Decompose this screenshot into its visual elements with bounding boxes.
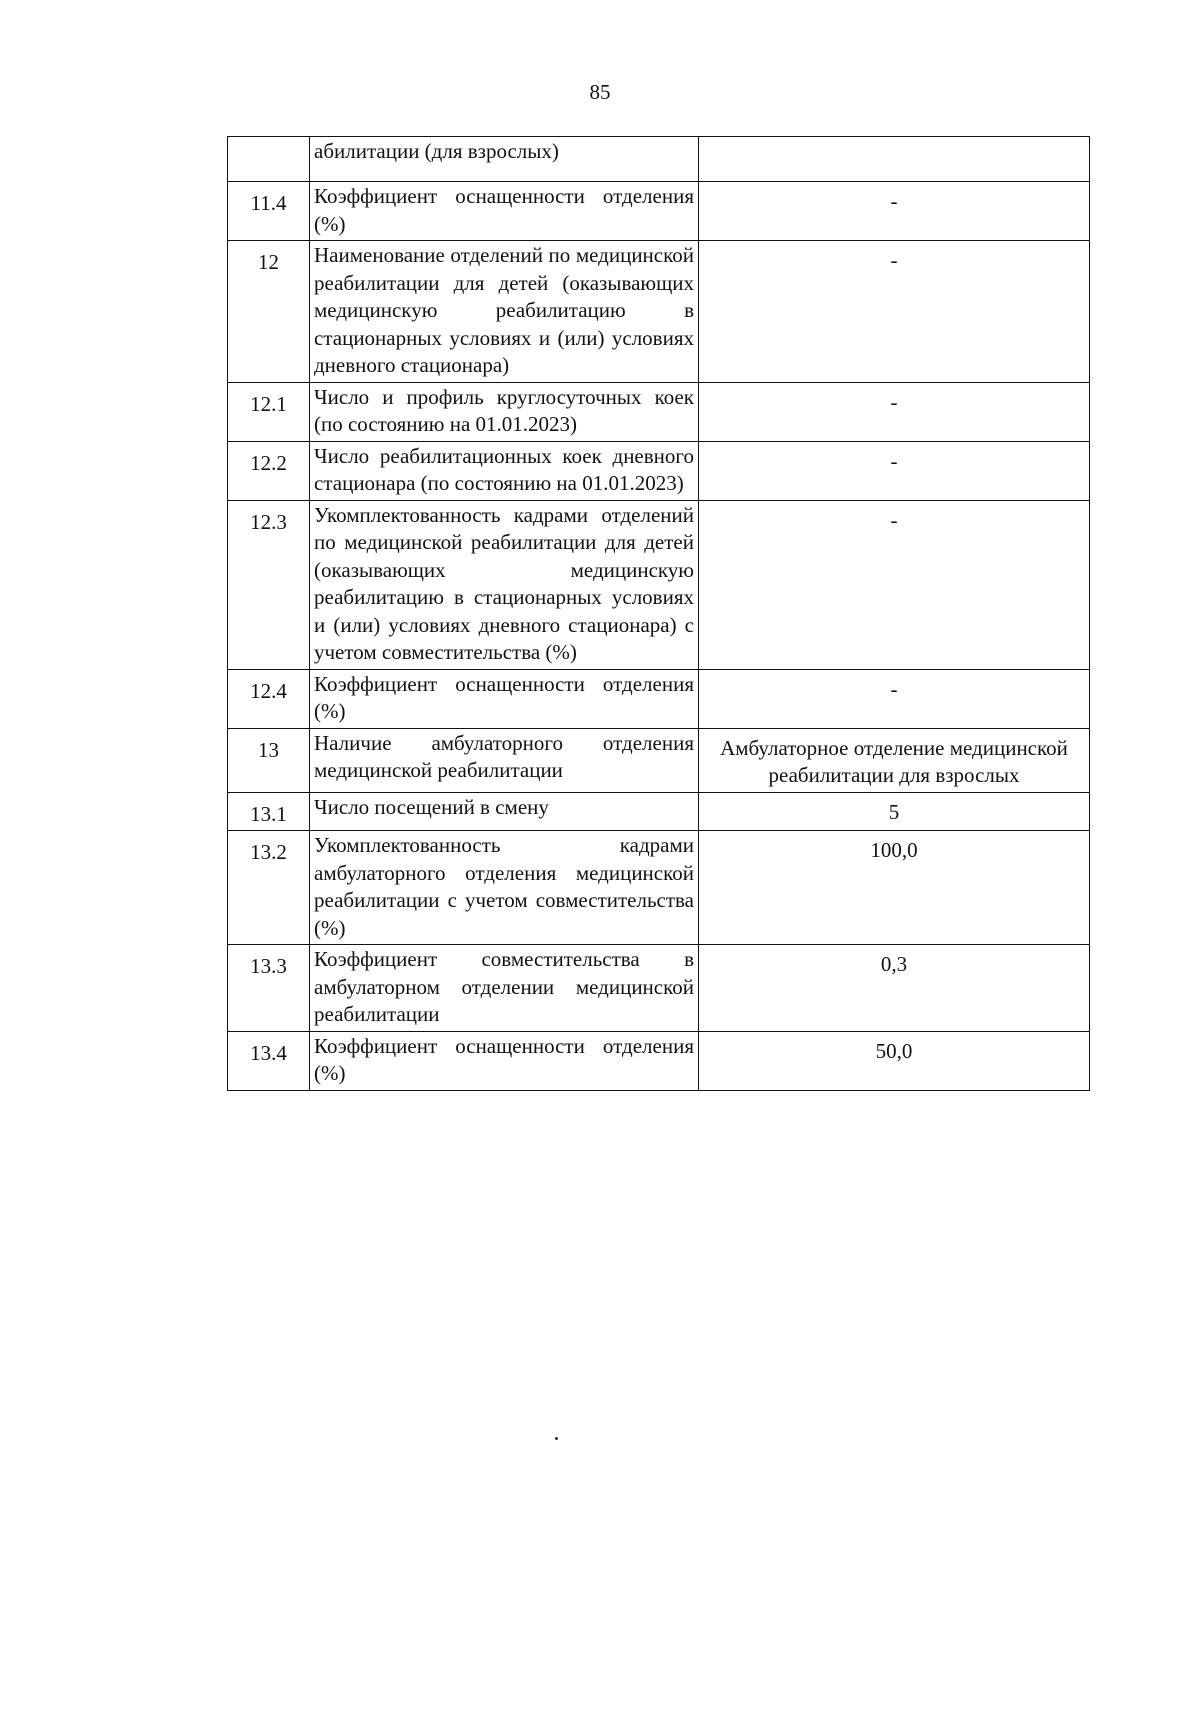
row-value-cell: -: [699, 441, 1090, 500]
row-number-cell: 13.2: [228, 831, 310, 945]
row-number-cell: 12.1: [228, 382, 310, 441]
row-number-cell: 11.4: [228, 182, 310, 241]
table-row: [228, 137, 1090, 182]
indicators-table: [227, 136, 1090, 1091]
row-name-cell: Наименование отделений по медицинской реабилитации для детей (оказывающих медицинскую реабилитацию в стационарных условиях и (или) условиях дневного стационара): [310, 241, 699, 383]
row-name-cell: Укомплектованность кадрами амбулаторного отделения медицинской реабилитации с учетом совместительства (%): [310, 831, 699, 945]
table-row: [228, 241, 1090, 383]
row-value-cell: -: [699, 500, 1090, 669]
row-number-cell: 13.4: [228, 1031, 310, 1090]
row-number-cell: 12.4: [228, 669, 310, 728]
row-value-cell: -: [699, 669, 1090, 728]
row-value-cell: -: [699, 182, 1090, 241]
table-row: [228, 728, 1090, 792]
row-number-cell: 13: [228, 728, 310, 792]
row-name-cell: Коэффициент совместительства в амбулаторном отделении медицинской реабилитации: [310, 945, 699, 1032]
row-number-cell: [228, 137, 310, 182]
row-name-cell: Укомплектованность кадрами отделений по медицинской реабилитации для детей (оказывающих медицинскую реабилитацию в стационарных условиях и (или) условиях дневного стационара) с учетом совместительства (%): [310, 500, 699, 669]
row-value-cell: 5: [699, 792, 1090, 831]
row-name-cell: Число и профиль круглосуточных коек (по состоянию на 01.01.2023): [310, 382, 699, 441]
table-row: [228, 831, 1090, 945]
table-row: [228, 182, 1090, 241]
row-value-cell: Амбулаторное отделение медицинской реабилитации для взрослых: [699, 728, 1090, 792]
row-value-cell: -: [699, 241, 1090, 383]
row-value-cell: [699, 137, 1090, 182]
row-number-cell: 12: [228, 241, 310, 383]
table-row: [228, 945, 1090, 1032]
row-value-cell: 100,0: [699, 831, 1090, 945]
row-value-cell: -: [699, 382, 1090, 441]
row-name-cell: Коэффициент оснащенности отделения (%): [310, 669, 699, 728]
row-name-cell: Наличие амбулаторного отделения медицинской реабилитации: [310, 728, 699, 792]
table-row: [228, 669, 1090, 728]
row-name-cell: Число посещений в смену: [310, 792, 699, 831]
page-number: 85: [589, 80, 611, 104]
table-row: [228, 792, 1090, 831]
row-name-cell: абилитации (для взрослых): [310, 137, 699, 182]
table-row: [228, 441, 1090, 500]
scan-speck: [555, 1437, 558, 1440]
row-value-cell: 50,0: [699, 1031, 1090, 1090]
table-row: [228, 500, 1090, 669]
row-number-cell: 13.3: [228, 945, 310, 1032]
row-name-cell: Число реабилитационных коек дневного стационара (по состоянию на 01.01.2023): [310, 441, 699, 500]
row-name-cell: Коэффициент оснащенности отделения (%): [310, 1031, 699, 1090]
row-value-cell: 0,3: [699, 945, 1090, 1032]
row-number-cell: 13.1: [228, 792, 310, 831]
table-row: [228, 382, 1090, 441]
row-number-cell: 12.2: [228, 441, 310, 500]
row-name-cell: Коэффициент оснащенности отделения (%): [310, 182, 699, 241]
row-number-cell: 12.3: [228, 500, 310, 669]
table-row: [228, 1031, 1090, 1090]
